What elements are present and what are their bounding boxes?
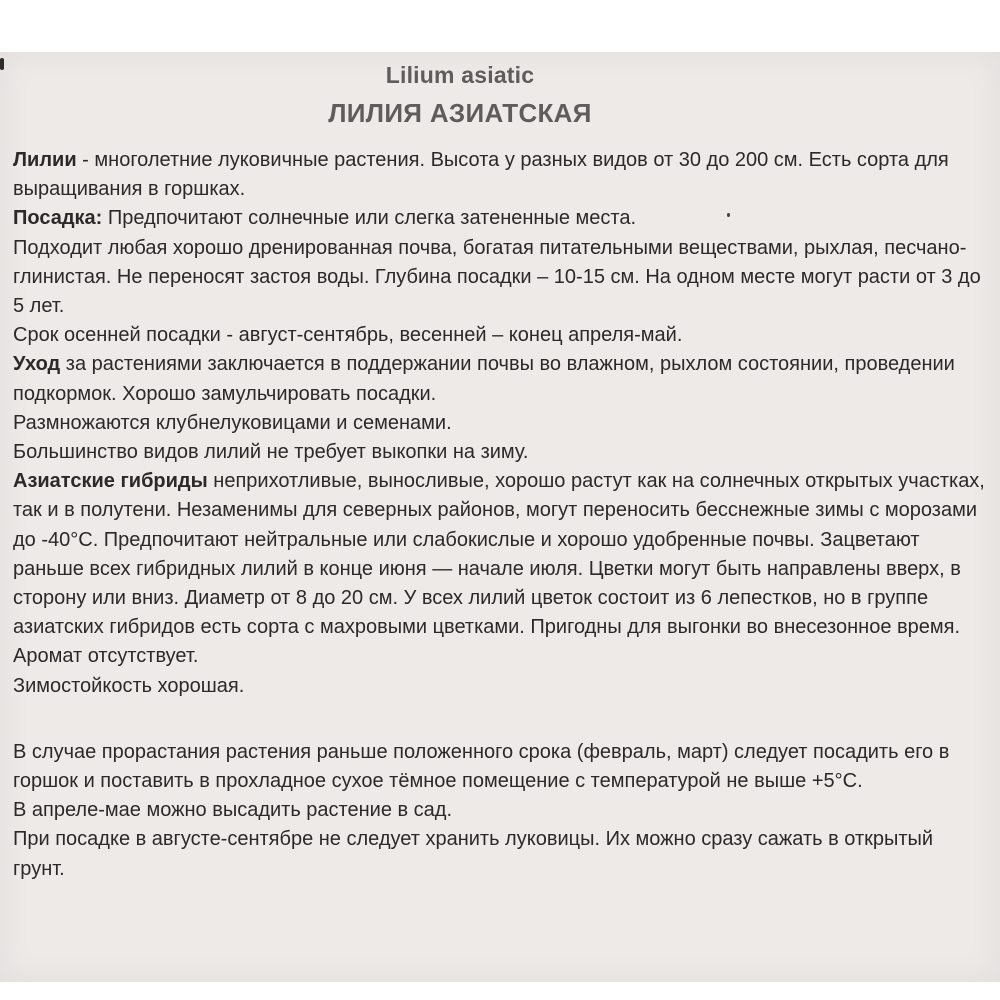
hybrids-text: неприхотливые, выносливые, хорошо растут как на солнечных открытых участках, так и в полутени. Незаменимы для северных районов, могут переносить бесснежные зимы с морозами до -40°С. Предпочитают нейтральные или слабокислые и хорошо удобренные почвы. Зацветают раньше всех гибридных лилий в конце июня — начале июля. Цветки могут быть направлены вверх, в сторону или вниз. Диаметр от 8 до 20 см. У всех лилий цветок состоит из 6 лепестков, но в группе азиатских гибридов есть сорта с махровыми цветками. Пригодны для выгонки во внесезонное время. Аромат отсутствует.	[13, 470, 985, 668]
care-text: за растениями заключается в поддержании почвы во влажном, рыхлом состоянии, проведении подкормок. Хорошо замульчировать посадки.	[13, 353, 955, 405]
title-latin: Lilium asiatic	[385, 62, 535, 88]
hybrids-term: Азиатские гибриды	[13, 470, 208, 493]
body-text	[13, 146, 985, 884]
care-paragraph	[13, 350, 985, 408]
soil-paragraph: Подходит любая хорошо дренированная почва, богатая питательными веществами, рыхлая, песчано-глинистая. Не переносят застоя воды. Глубина посадки – 10-15 см. На одном месте могут расти от 3 до 5 лет.	[13, 236, 981, 318]
paragraph-spacer	[13, 701, 985, 738]
planting-paragraph	[13, 204, 985, 233]
intro-text: - многолетние луковичные растения. Высота у разных видов от 30 до 200 см. Есть сорта для выращивания в горшках.	[13, 149, 949, 201]
hybrids-paragraph	[13, 467, 985, 671]
intro-paragraph	[13, 146, 985, 204]
propagation-paragraph: Размножаются клубнелуковицами и семенами.	[13, 411, 452, 434]
aug-sep-paragraph: При посадке в августе-сентябре не следует хранить луковицы. Их можно сразу сажать в открытый грунт.	[13, 828, 934, 880]
care-term: Уход	[13, 353, 61, 376]
winter-dig-paragraph: Большинство видов лилий не требует выкопки на зиму.	[13, 441, 529, 464]
planting-time-paragraph: Срок осенней посадки - август-сентябрь, весенней – конец апреля-май.	[13, 324, 683, 347]
title-russian: ЛИЛИЯ АЗИАТСКАЯ	[328, 98, 592, 128]
april-may-paragraph: В апреле-мае можно высадить растение в сад.	[13, 799, 453, 822]
hardiness-paragraph: Зимостойкость хорошая.	[13, 674, 245, 697]
planting-term: Посадка:	[13, 207, 103, 230]
planting-text: Предпочитают солнечные или слегка затененные места.	[102, 207, 637, 230]
intro-term: Лилии	[13, 149, 77, 171]
early-sprout-paragraph: В случае прорастания растения раньше положенного срока (февраль, март) следует посадить его в горшок и поставить в прохладное сухое тёмное помещение с температурой не выше +5°С.	[13, 740, 950, 793]
